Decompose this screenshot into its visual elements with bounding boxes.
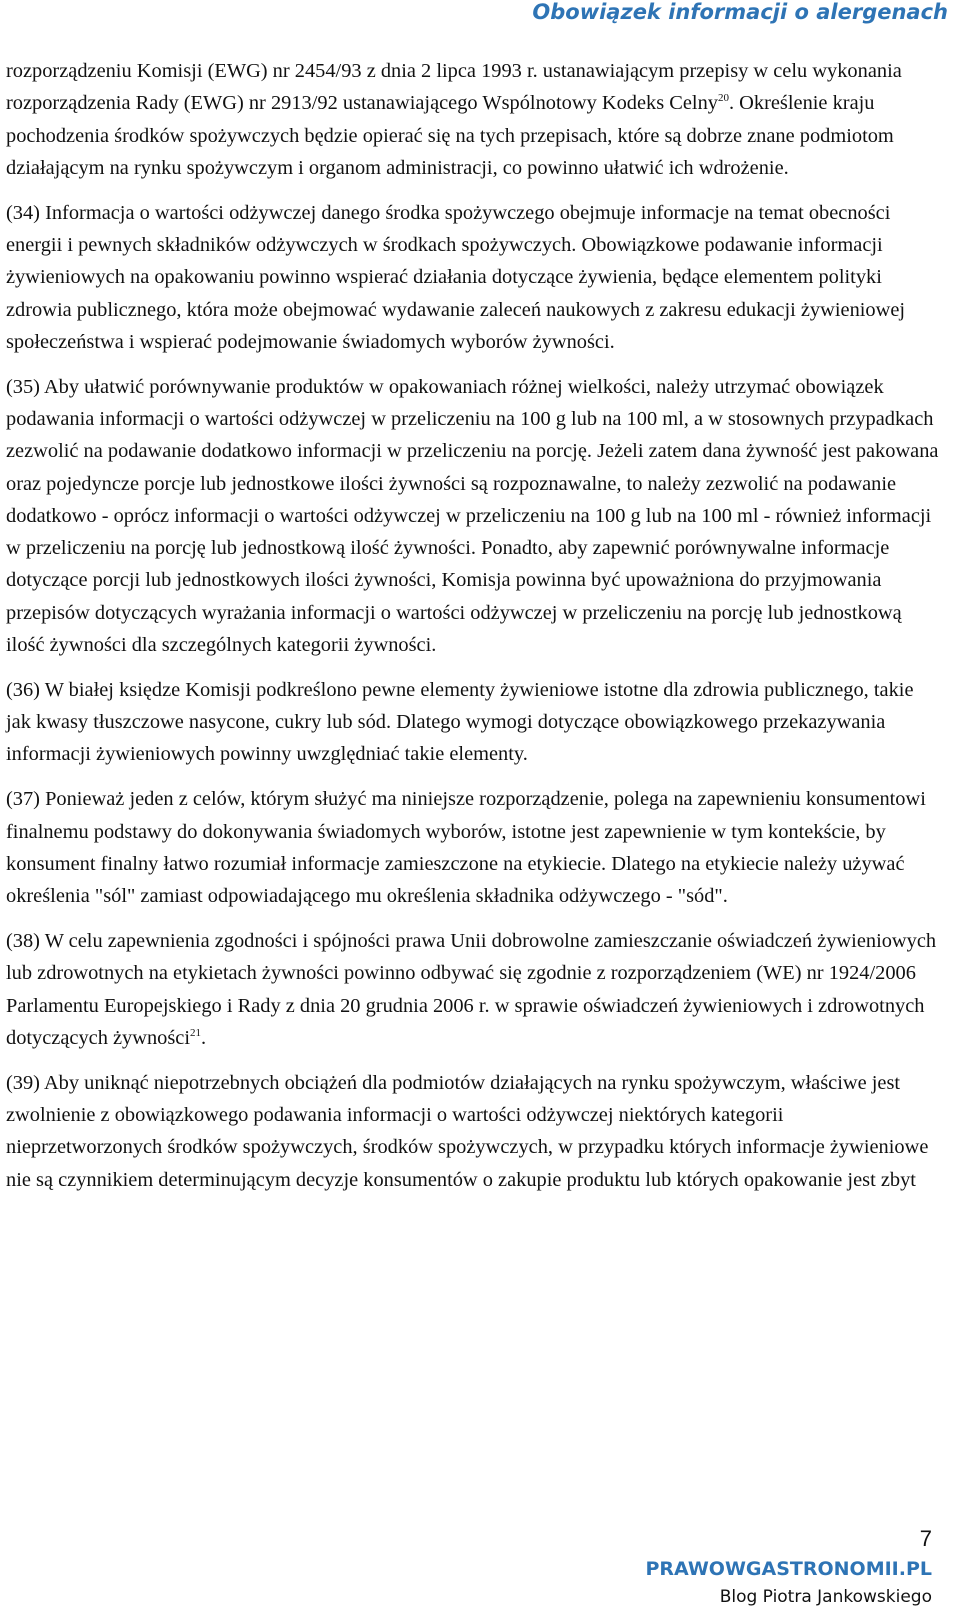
paragraph-35: (35) Aby ułatwić porównywanie produktów w opakowaniach różnej wielkości, należy utrzymać obowiązek podawania informacji o wartości odżywczej w przeliczeniu na 100 g lub na 100 ml, a w stosownych przypadkach zezwolić na podawanie dodatkowo informacji w przeliczeniu na porcję. Jeżeli zatem dana żywność jest pakowana oraz pojedyncze porcje lub jednostkowe ilości żywności są rozpoznawalne, to należy zezwolić na podawanie dodatkowo - oprócz informacji o wartości odżywczej w przeliczeniu na 100 g lub na 100 ml - również informacji w przeliczeniu na porcję lub jednostkową ilość żywności. Ponadto, aby zapewnić porównywalne informacje dotyczące porcji lub jednostkowych ilości żywności, Komisja powinna być upoważniona do przyjmowania przepisów dotyczących wyrażania informacji o wartości odżywczej w przeliczeniu na porcję lub jednostkową ilość żywności dla szczególnych kategorii żywności. [6,375,939,657]
paragraph-39: (39) Aby uniknąć niepotrzebnych obciążeń dla podmiotów działających na rynku spożywczym, właściwe jest zwolnienie z obowiązkowego podawania informacji o wartości odżywczej niektórych kategorii nieprzetworzonych środków spożywczych, środków spożywczych, w przypadku których informacje żywieniowe nie są czynnikiem determinującym decyzje konsumentów o zakupie produktu lub których opakowanie jest zbyt [6,1071,929,1191]
paragraph-37: (37) Ponieważ jeden z celów, którym służyć ma niniejsze rozporządzenie, polega na zapewnieniu konsumentowi finalnemu podstawy do dokonywania świadomych wyborów, istotne jest zapewnienie w tym kontekście, by konsument finalny łatwo rozumiał informacje zamieszczone na etykiecie. Dlatego na etykiecie należy używać określenia "sól" zamiast odpowiadającego mu określenia składnika odżywczego - "sód". [6,788,926,908]
footnote-ref-20[interactable]: 20 [717,92,729,105]
paragraph-33-continued [6,55,942,184]
page-number: 7 [919,1526,932,1551]
paragraph-34: (34) Informacja o wartości odżywczej danego środka spożywczego obejmuje informacje na temat obecności energii i pewnych składników odżywczych w środkach spożywczych. Obowiązkowe podawanie informacji żywieniowych na opakowaniu powinno wspierać działania dotyczące żywienia, będące elementem polityki zdrowia publicznego, która może obejmować wydawanie zaleceń naukowych z zakresu edukacji żywieniowej społeczeństwa i wspierać podejmowanie świadomych wyborów żywności. [6,201,906,353]
paragraph-text: rozporządzeniu Komisji (EWG) nr 2454/93 z dnia 2 lipca 1993 r. ustanawiającym przepisy w celu wykonania rozporządzenia Rady (EWG) nr 2913/92 ustanawiającego Wspólnotowy Kodeks Celny [6,60,902,115]
paragraph-text: (38) W celu zapewnienia zgodności i spójności prawa Unii dobrowolne zamieszczanie oświadczeń żywieniowych lub zdrowotnych na etykietach żywności powinno odbywać się zgodnie z rozporządzeniem (WE) nr 1924/2006 Parlamentu Europejskiego i Rady z dnia 20 grudnia 2006 r. w sprawie oświadczeń żywieniowych i zdrowotnych dotyczących żywności [6,929,937,1049]
paragraph-38 [6,925,942,1054]
paragraph-36: (36) W białej księdze Komisji podkreślono pewne elementy żywieniowe istotne dla zdrowia publicznego, takie jak kwasy tłuszczowe nasycone, cukry lub sód. Dlatego wymogi dotyczące obowiązkowego przekazywania informacji żywieniowych powinny uwzględniać takie elementy. [6,678,914,766]
footer-site-name[interactable]: PRAWOWGASTRONOMII.PL [645,1558,932,1580]
footnote-ref-21[interactable]: 21 [190,1026,202,1039]
paragraph-text: . Określenie kraju pochodzenia środków spożywczych będzie opierać się na tych przepisach, które są dobrze znane podmiotom działającym na rynku spożywczym i organom administracji, co powinno ułatwić ich wdrożenie. [6,92,894,179]
paragraph-text: . [201,1026,207,1049]
document-body [6,55,942,1208]
footer-blog-name: Blog Piotra Jankowskiego [719,1587,932,1607]
page-header-title: Obowiązek informacji o alergenach [532,0,948,24]
